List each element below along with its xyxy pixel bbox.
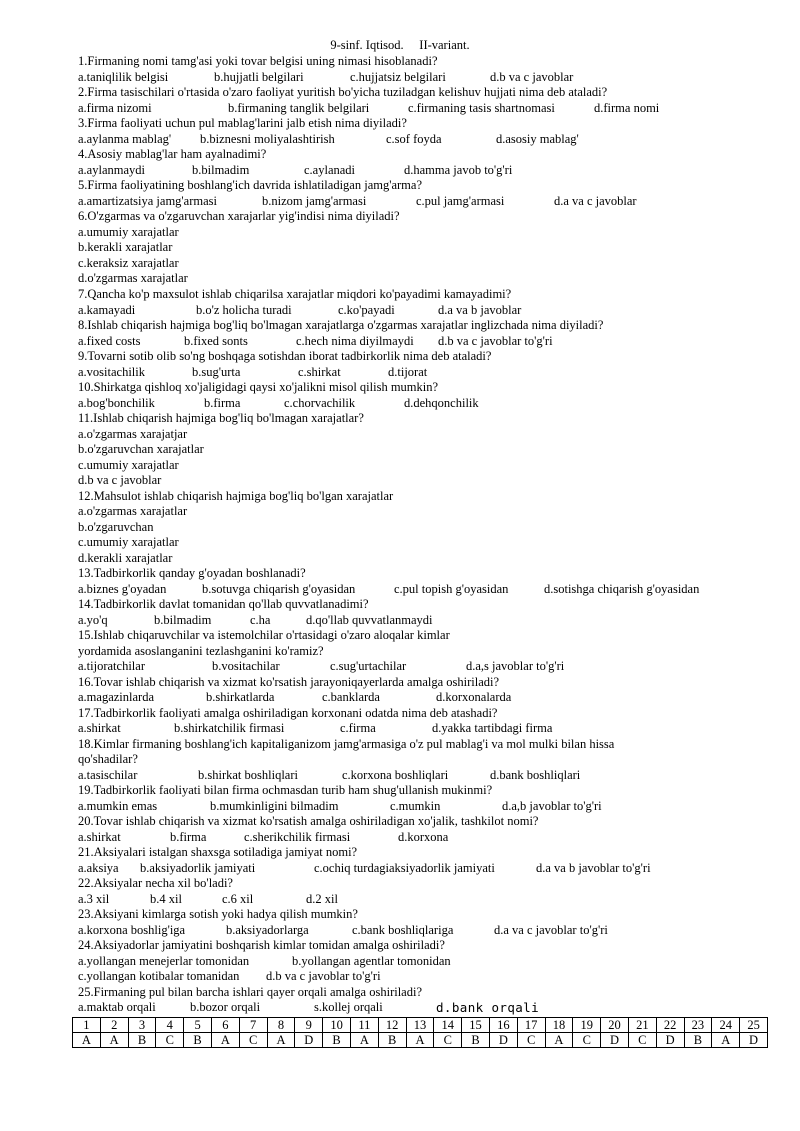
q8-option-b: b.fixed sonts bbox=[184, 334, 248, 348]
q15-option-b: b.vositachilar bbox=[212, 659, 280, 673]
question-14: 14.Tadbirkorlik davlat tomanidan qo'llab quvvatlanadimi? bbox=[78, 597, 369, 611]
q9-option-b: b.sug'urta bbox=[192, 365, 241, 379]
q1-option-d: d.b va c javoblar bbox=[490, 70, 574, 84]
q17-option-d: d.yakka tartibdagi firma bbox=[432, 721, 553, 735]
q22-option-d: d.2 xil bbox=[306, 892, 338, 906]
q18-option-a: a.tasischilar bbox=[78, 768, 138, 782]
q13-option-b: b.sotuvga chiqarish g'oyasidan bbox=[202, 582, 356, 596]
q25-option-a: a.maktab orqali bbox=[78, 1000, 156, 1014]
q14-option-c: c.ha bbox=[250, 613, 271, 627]
answer-key-answer-cell: C bbox=[628, 1033, 656, 1048]
question-4: 4.Asosiy mablag'lar ham ayalnadimi? bbox=[78, 147, 267, 161]
answer-key-number-cell: 22 bbox=[656, 1018, 684, 1033]
q21-option-c: c.ochiq turdagiaksiyadorlik jamiyati bbox=[314, 861, 495, 875]
q7-option-b: b.o'z holicha turadi bbox=[196, 303, 292, 317]
question-9: 9.Tovarni sotib olib so'ng boshqaga sotishdan iborat tadbirkorlik nima deb ataladi? bbox=[78, 349, 492, 363]
answer-key-answer-cell: C bbox=[573, 1033, 601, 1048]
q1-option-b: b.hujjatli belgilari bbox=[214, 70, 304, 84]
q3-option-d: d.asosiy mablag' bbox=[496, 132, 579, 146]
q24-option-c: c.yollangan kotibalar tomanidan bbox=[78, 969, 240, 983]
question-18: 18.Kimlar firmaning boshlang'ich kapitaliganizom jamg'armasiga o'z pul mablag'i va mol mulki bilan hissa bbox=[78, 737, 615, 751]
q19-option-d: d.a,b javoblar to'g'ri bbox=[502, 799, 602, 813]
q2-option-d: d.firma nomi bbox=[594, 101, 660, 115]
q6-option-a: a.umumiy xarajatlar bbox=[78, 225, 179, 239]
q6-option-d: d.o'zgarmas xarajatlar bbox=[78, 271, 188, 285]
question-2: 2.Firma tasischilari o'rtasida o'zaro faoliyat yuritish bo'yicha tuziladgan kelishuv hujjati nima deb ataladi? bbox=[78, 85, 608, 99]
q1-option-a: a.taniqlilik belgisi bbox=[78, 70, 169, 84]
answer-key-answer-cell: D bbox=[489, 1033, 517, 1048]
answer-key-answers-row bbox=[73, 1033, 768, 1048]
answer-key-answer-cell: B bbox=[323, 1033, 351, 1048]
q5-option-a: a.amartizatsiya jamg'armasi bbox=[78, 194, 217, 208]
test-title: 9-sinf. Iqtisod. II-variant. bbox=[330, 38, 470, 52]
q16-option-d: d.korxonalarda bbox=[436, 690, 512, 704]
q11-option-b: b.o'zgaruvchan xarajatlar bbox=[78, 442, 204, 456]
q16-option-a: a.magazinlarda bbox=[78, 690, 154, 704]
question-5: 5.Firma faoliyatining boshlang'ich davrida ishlatiladigan jamg'arma? bbox=[78, 178, 422, 192]
q20-option-c: c.sherikchilik firmasi bbox=[244, 830, 351, 844]
q24-option-b: b.yollangan agentlar tomonidan bbox=[292, 954, 451, 968]
answer-key-number-cell: 11 bbox=[350, 1018, 378, 1033]
answer-key-answer-cell: A bbox=[545, 1033, 573, 1048]
answer-key-answer-cell: D bbox=[601, 1033, 629, 1048]
question-21: 21.Aksiyalari istalgan shaxsga sotiladiga jamiyat nomi? bbox=[78, 845, 358, 859]
answer-key-number-cell: 21 bbox=[628, 1018, 656, 1033]
question-18-continued: qo'shadilar? bbox=[78, 752, 138, 766]
answer-key-answer-cell: A bbox=[406, 1033, 434, 1048]
answer-key-number-cell: 19 bbox=[573, 1018, 601, 1033]
question-16: 16.Tovar ishlab chiqarish va xizmat ko'rsatish jarayoniqayerlarda amalga oshiriladi? bbox=[78, 675, 500, 689]
q19-option-b: b.mumkinligini bilmadim bbox=[210, 799, 339, 813]
question-8: 8.Ishlab chiqarish hajmiga bog'liq bo'lmagan xarajatlarga o'zgarmas xarajatlar inglizchada nima diyiladi? bbox=[78, 318, 604, 332]
q23-option-d: d.a va c javoblar to'g'ri bbox=[494, 923, 608, 937]
answer-key-answer-cell: C bbox=[239, 1033, 267, 1048]
q12-option-b: b.o'zgaruvchan bbox=[78, 520, 154, 534]
question-1: 1.Firmaning nomi tamg'asi yoki tovar belgisi uning nimasi hisoblanadi? bbox=[78, 54, 438, 68]
q8-option-a: a.fixed costs bbox=[78, 334, 141, 348]
q13-option-d: d.sotishga chiqarish g'oyasidan bbox=[544, 582, 700, 596]
q4-option-c: c.aylanadi bbox=[304, 163, 356, 177]
answer-key-number-cell: 4 bbox=[156, 1018, 184, 1033]
q10-option-a: a.bog'bonchilik bbox=[78, 396, 155, 410]
q4-option-d: d.hamma javob to'g'ri bbox=[404, 163, 513, 177]
answer-key-answer-cell: B bbox=[378, 1033, 406, 1048]
answer-key-answer-cell: D bbox=[656, 1033, 684, 1048]
answer-key-answer-cell: B bbox=[462, 1033, 490, 1048]
answer-key-answer-cell: C bbox=[517, 1033, 545, 1048]
answer-key-answer-cell: A bbox=[100, 1033, 128, 1048]
q7-option-a: a.kamayadi bbox=[78, 303, 136, 317]
q8-option-c: c.hech nima diyilmaydi bbox=[296, 334, 414, 348]
q14-option-d: d.qo'llab quvvatlanmaydi bbox=[306, 613, 433, 627]
q18-option-d: d.bank boshliqlari bbox=[490, 768, 581, 782]
question-15: 15.Ishlab chiqaruvchilar va istemolchilar o'rtasidagi o'zaro aloqalar kimlar bbox=[78, 628, 450, 642]
q3-option-b: b.biznesni moliyalashtirish bbox=[200, 132, 335, 146]
q22-option-b: b.4 xil bbox=[150, 892, 182, 906]
q19-option-a: a.mumkin emas bbox=[78, 799, 158, 813]
q1-option-c: c.hujjatsiz belgilari bbox=[350, 70, 446, 84]
question-12: 12.Mahsulot ishlab chiqarish hajmiga bog'liq bo'lgan xarajatlar bbox=[78, 489, 394, 503]
answer-key-answer-cell: B bbox=[684, 1033, 712, 1048]
q22-option-c: c.6 xil bbox=[222, 892, 254, 906]
q9-option-c: c.shirkat bbox=[298, 365, 341, 379]
q16-option-c: c.banklarda bbox=[322, 690, 380, 704]
q7-option-d: d.a va b javoblar bbox=[438, 303, 522, 317]
question-20: 20.Tovar ishlab chiqarish va xizmat ko'rsatish amalga oshiriladigan xo'jalik, tashkilot nomi? bbox=[78, 814, 539, 828]
q21-option-a: a.aksiya bbox=[78, 861, 119, 875]
q11-option-a: a.o'zgarmas xarajatjar bbox=[78, 427, 188, 441]
answer-key-number-cell: 23 bbox=[684, 1018, 712, 1033]
q12-option-d: d.kerakli xarajatlar bbox=[78, 551, 173, 565]
q17-option-b: b.shirkatchilik firmasi bbox=[174, 721, 285, 735]
q4-option-a: a.aylanmaydi bbox=[78, 163, 145, 177]
q14-option-a: a.yo'q bbox=[78, 613, 108, 627]
answer-key-number-cell: 7 bbox=[239, 1018, 267, 1033]
q10-option-d: d.dehqonchilik bbox=[404, 396, 479, 410]
q5-option-b: b.nizom jamg'armasi bbox=[262, 194, 367, 208]
q25-option-b: b.bozor orqali bbox=[190, 1000, 261, 1014]
q20-option-b: b.firma bbox=[170, 830, 207, 844]
answer-key-number-cell: 12 bbox=[378, 1018, 406, 1033]
q14-option-b: b.bilmadim bbox=[154, 613, 212, 627]
q17-option-a: a.shirkat bbox=[78, 721, 121, 735]
q10-option-c: c.chorvachilik bbox=[284, 396, 356, 410]
q17-option-c: c.firma bbox=[340, 721, 376, 735]
answer-key-number-cell: 1 bbox=[73, 1018, 101, 1033]
answer-key-answer-cell: A bbox=[73, 1033, 101, 1048]
answer-key-number-cell: 10 bbox=[323, 1018, 351, 1033]
question-6: 6.O'zgarmas va o'zgaruvchan xarajarlar yig'indisi nima diyiladi? bbox=[78, 209, 400, 223]
answer-key-number-cell: 14 bbox=[434, 1018, 462, 1033]
q23-option-a: a.korxona boshlig'iga bbox=[78, 923, 186, 937]
q24-option-a: a.yollangan menejerlar tomonidan bbox=[78, 954, 250, 968]
question-10: 10.Shirkatga qishloq xo'jaligidagi qaysi xo'jalikni misol qilish mumkin? bbox=[78, 380, 439, 394]
question-11: 11.Ishlab chiqarish hajmiga bog'liq bo'lmagan xarajatlar? bbox=[78, 411, 364, 425]
answer-key-number-cell: 6 bbox=[211, 1018, 239, 1033]
q16-option-b: b.shirkatlarda bbox=[206, 690, 275, 704]
q2-option-b: b.firmaning tanglik belgilari bbox=[228, 101, 370, 115]
q7-option-c: c.ko'payadi bbox=[338, 303, 395, 317]
q9-option-d: d.tijorat bbox=[388, 365, 428, 379]
q25-option-c: s.kollej orqali bbox=[314, 1000, 383, 1014]
q15-option-d: d.a,s javoblar to'g'ri bbox=[466, 659, 565, 673]
q6-option-c: c.keraksiz xarajatlar bbox=[78, 256, 179, 270]
answer-key-answer-cell: A bbox=[211, 1033, 239, 1048]
q5-option-c: c.pul jamg'armasi bbox=[416, 194, 505, 208]
q12-option-a: a.o'zgarmas xarajatlar bbox=[78, 504, 188, 518]
q19-option-c: c.mumkin bbox=[390, 799, 441, 813]
q12-option-c: c.umumiy xarajatlar bbox=[78, 535, 179, 549]
answer-key-number-cell: 2 bbox=[100, 1018, 128, 1033]
q4-option-b: b.bilmadim bbox=[192, 163, 250, 177]
answer-key-answer-cell: B bbox=[184, 1033, 212, 1048]
answer-key-numbers-row bbox=[73, 1018, 768, 1033]
answer-key-number-cell: 17 bbox=[517, 1018, 545, 1033]
q11-option-c: c.umumiy xarajatlar bbox=[78, 458, 179, 472]
q21-option-b: b.aksiyadorlik jamiyati bbox=[140, 861, 256, 875]
q10-option-b: b.firma bbox=[204, 396, 241, 410]
q13-option-c: c.pul topish g'oyasidan bbox=[394, 582, 509, 596]
question-15-continued: yordamida asoslanganini tezlashganini ko'ramiz? bbox=[78, 644, 324, 658]
q23-option-c: c.bank boshliqlariga bbox=[352, 923, 454, 937]
answer-key-number-cell: 20 bbox=[601, 1018, 629, 1033]
answer-key-answer-cell: D bbox=[295, 1033, 323, 1048]
answer-key-number-cell: 5 bbox=[184, 1018, 212, 1033]
question-7: 7.Qancha ko'p maxsulot ishlab chiqarilsa xarajatlar miqdori ko'payadimi kamayadimi? bbox=[78, 287, 512, 301]
q3-option-c: c.sof foyda bbox=[386, 132, 442, 146]
answer-key-answer-cell: A bbox=[267, 1033, 295, 1048]
answer-key-answer-cell: D bbox=[740, 1033, 768, 1048]
question-23: 23.Aksiyani kimlarga sotish yoki hadya qilish mumkin? bbox=[78, 907, 358, 921]
answer-key-number-cell: 16 bbox=[489, 1018, 517, 1033]
q13-option-a: a.biznes g'oyadan bbox=[78, 582, 167, 596]
q5-option-d: d.a va c javoblar bbox=[554, 194, 637, 208]
q2-option-c: c.firmaning tasis shartnomasi bbox=[408, 101, 555, 115]
answer-key-answer-cell: B bbox=[128, 1033, 156, 1048]
q22-option-a: a.3 xil bbox=[78, 892, 110, 906]
question-19: 19.Tadbirkorlik faoliyati bilan firma ochmasdan turib ham shug'ullanish mukinmi? bbox=[78, 783, 493, 797]
q2-option-a: a.firma nizomi bbox=[78, 101, 152, 115]
question-3: 3.Firma faoliyati uchun pul mablag'larini jalb etish nima diyiladi? bbox=[78, 116, 407, 130]
answer-key-answer-cell: C bbox=[434, 1033, 462, 1048]
q9-option-a: a.vositachilik bbox=[78, 365, 145, 379]
answer-key-number-cell: 8 bbox=[267, 1018, 295, 1033]
question-25: 25.Firmaning pul bilan barcha ishlari qayer orqali amalga oshiriladi? bbox=[78, 985, 422, 999]
answer-key-answer-cell: A bbox=[350, 1033, 378, 1048]
q15-option-a: a.tijoratchilar bbox=[78, 659, 145, 673]
q18-option-b: b.shirkat boshliqlari bbox=[198, 768, 298, 782]
q24-option-d: d.b va c javoblar to'g'ri bbox=[266, 969, 381, 983]
answer-key-number-cell: 9 bbox=[295, 1018, 323, 1033]
q20-option-a: a.shirkat bbox=[78, 830, 121, 844]
q20-option-d: d.korxona bbox=[398, 830, 449, 844]
q15-option-c: c.sug'urtachilar bbox=[330, 659, 407, 673]
q18-option-c: c.korxona boshliqlari bbox=[342, 768, 449, 782]
answer-key-number-cell: 13 bbox=[406, 1018, 434, 1033]
answer-key-number-cell: 3 bbox=[128, 1018, 156, 1033]
q3-option-a: a.aylanma mablag' bbox=[78, 132, 172, 146]
answer-key-answer-cell: C bbox=[156, 1033, 184, 1048]
answer-key-number-cell: 24 bbox=[712, 1018, 740, 1033]
answer-key-table bbox=[72, 1017, 768, 1048]
question-24: 24.Aksiyadorlar jamiyatini boshqarish kimlar tomidan amalga oshiriladi? bbox=[78, 938, 445, 952]
answer-key-number-cell: 25 bbox=[740, 1018, 768, 1033]
q11-option-d: d.b va c javoblar bbox=[78, 473, 162, 487]
q8-option-d: d.b va c javoblar to'g'ri bbox=[438, 334, 553, 348]
q21-option-d: d.a va b javoblar to'g'ri bbox=[536, 861, 651, 875]
question-22: 22.Aksiyalar necha xil bo'ladi? bbox=[78, 876, 233, 890]
answer-key-number-cell: 18 bbox=[545, 1018, 573, 1033]
q25-option-d: d.bank orqali bbox=[436, 1000, 540, 1015]
q6-option-b: b.kerakli xarajatlar bbox=[78, 240, 173, 254]
q23-option-b: b.aksiyadorlarga bbox=[226, 923, 309, 937]
question-17: 17.Tadbirkorlik faoliyati amalga oshiriladigan korxonani odatda nima deb atashadi? bbox=[78, 706, 498, 720]
question-13: 13.Tadbirkorlik qanday g'oyadan boshlanadi? bbox=[78, 566, 306, 580]
answer-key-answer-cell: A bbox=[712, 1033, 740, 1048]
answer-key-number-cell: 15 bbox=[462, 1018, 490, 1033]
